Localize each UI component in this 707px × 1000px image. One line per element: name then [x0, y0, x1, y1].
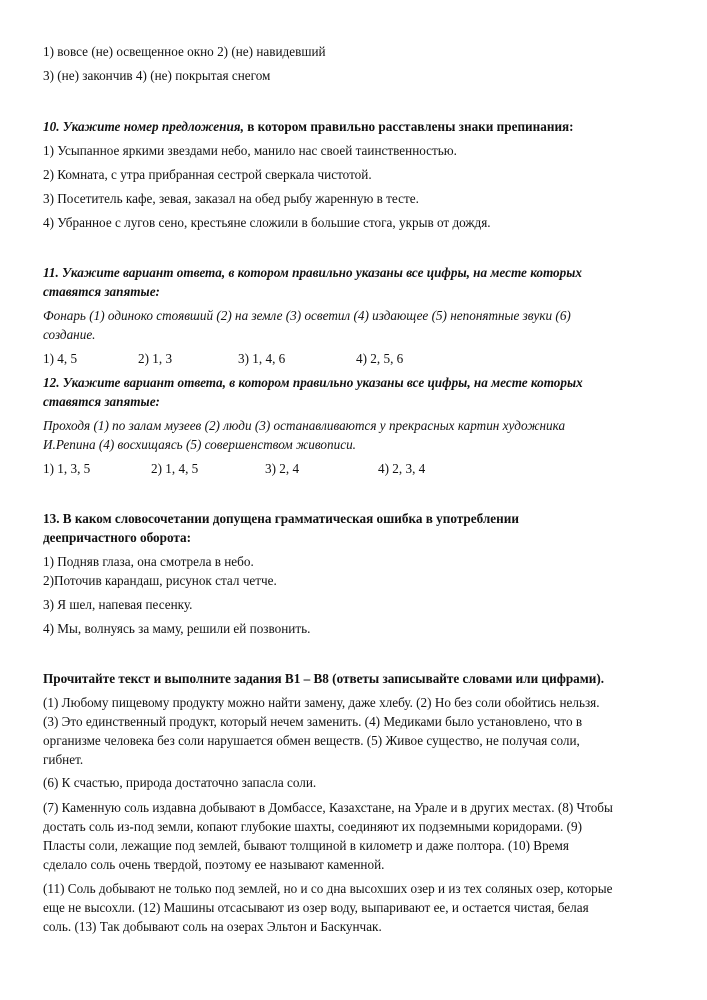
q11-answer-1: 1) 4, 5	[43, 351, 78, 366]
q10-option-4: 4) Убранное с лугов сено, крестьяне сложили в большие стога, укрыв от дождя.	[43, 215, 491, 230]
text-p1-line-1: (1) Любому пищевому продукту можно найти замену, даже хлебу. (2) Но без соли обойтись нельзя.	[43, 695, 600, 710]
text-p3-line-3: Пласты соли, лежащие под землей, бывают толщиной в километр и даже полтора. (10) Время	[43, 838, 569, 853]
q9-options-line-2: 3) (не) закончив 4) (не) покрытая снегом	[43, 68, 271, 83]
q13-option-1: 1) Подняв глаза, она смотрела в небо.	[43, 554, 254, 569]
q10-question-start: Укажите номер предложения,	[62, 119, 244, 134]
q10-option-2: 2) Комната, с утра прибранная сестрой сверкала чистотой.	[43, 167, 372, 182]
q10-option-1: 1) Усыпанное яркими звездами небо, манило нас своей таинственностью.	[43, 143, 457, 158]
q11-answers	[43, 351, 663, 367]
q13-option-2: 2)Поточив карандаш, рисунок стал четче.	[43, 573, 277, 588]
text-p3-line-4: сделало соль очень твердой, поэтому ее называют каменной.	[43, 857, 385, 872]
q13-option-4: 4) Мы, волнуясь за маму, решили ей позвонить.	[43, 621, 311, 636]
text-p1-line-3: организме человека без соли нарушается обмен веществ. (5) Живое существо, не получая соли,	[43, 733, 580, 748]
q9-options-line-1: 1) вовсе (не) освещенное окно 2) (не) навидевший	[43, 44, 326, 59]
q11-sentence-line-2: создание.	[43, 327, 96, 342]
q12-sentence-line-2: И.Репина (4) восхищаясь (5) совершенством живописи.	[43, 437, 356, 452]
q11-answer-2: 2) 1, 3	[138, 351, 173, 366]
text-p1-line-4: гибнет.	[43, 752, 84, 767]
q11-sentence-line-1: Фонарь (1) одиноко стоявший (2) на земле (3) осветил (4) издающее (5) непонятные звуки (6)	[43, 308, 571, 323]
q12-answer-3: 3) 2, 4	[265, 461, 300, 476]
q12-answer-4: 4) 2, 3, 4	[378, 461, 426, 476]
text-section-heading: Прочитайте текст и выполните задания В1 – В8 (ответы записывайте словами или цифрами).	[43, 671, 605, 686]
text-p2-line-1: (6) К счастью, природа достаточно запасла соли.	[43, 775, 317, 790]
q13-question-line-1: 13. В каком словосочетании допущена грамматическая ошибка в употреблении	[43, 511, 519, 526]
text-p1-line-2: (3) Это единственный продукт, который нечем заменить. (4) Медиками было установлено, что в	[43, 714, 583, 729]
q11-answer-3: 3) 1, 4, 6	[238, 351, 286, 366]
q10-number: 10.	[43, 119, 60, 134]
q12-question-line-1: 12. Укажите вариант ответа, в котором правильно указаны все цифры, на месте которых	[43, 375, 583, 390]
text-p4-line-2: еще не высохли. (12) Машины отсасывают из озер воду, выпаривают ее, и остается чистая, белая	[43, 900, 589, 915]
text-p3-line-1: (7) Каменную соль издавна добывают в Домбассе, Казахстане, на Урале и в других местах. (8) Чтобы	[43, 800, 613, 815]
q11-question-line-2: ставятся запятые:	[43, 284, 160, 299]
q10-question-rest: в котором правильно расставлены знаки препинания:	[243, 119, 574, 134]
q13-option-3: 3) Я шел, напевая песенку.	[43, 597, 193, 612]
text-p3-line-2: достать соль из-под земли, копают глубокие шахты, соединяют их подземными коридорами. (9)	[43, 819, 582, 834]
q10-question	[43, 119, 574, 135]
q10-option-3: 3) Посетитель кафе, зевая, заказал на обед рыбу жаренную в тесте.	[43, 191, 419, 206]
q12-answer-1: 1) 1, 3, 5	[43, 461, 91, 476]
q12-answer-2: 2) 1, 4, 5	[151, 461, 199, 476]
text-p4-line-3: соль. (13) Так добывают соль на озерах Эльтон и Баскунчак.	[43, 919, 382, 934]
q12-answers	[43, 461, 663, 477]
q11-answer-4: 4) 2, 5, 6	[356, 351, 404, 366]
q13-question-line-2: деепричастного оборота:	[43, 530, 191, 545]
q11-question-line-1: 11. Укажите вариант ответа, в котором правильно указаны все цифры, на месте которых	[43, 265, 582, 280]
q12-sentence-line-1: Проходя (1) по залам музеев (2) люди (3) останавливаются у прекрасных картин художника	[43, 418, 566, 433]
text-p4-line-1: (11) Соль добывают не только под землей, но и со дна высохших озер и из тех соляных озер, которые	[43, 881, 613, 896]
q12-question-line-2: ставятся запятые:	[43, 394, 160, 409]
